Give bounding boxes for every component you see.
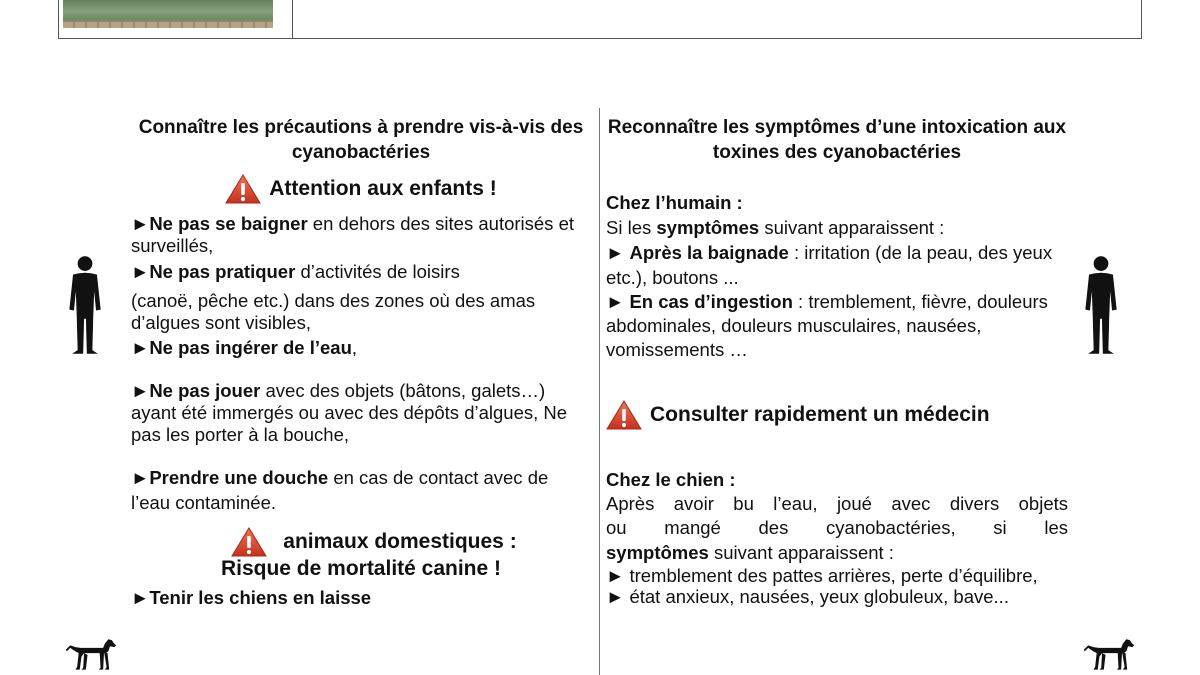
human-title: Chez l’humain : <box>606 192 743 213</box>
consult-text: Consulter rapidement un médecin <box>650 403 990 426</box>
list-item: ►Ne pas jouer avec des objets (bâtons, galets…) ayant été immergés ou avec des dépôts d’algues, Ne pas les porter à la bouche, <box>131 380 568 445</box>
symptoms-heading: Reconnaître les symptômes d’une intoxication aux toxines des cyanobactéries <box>607 117 1067 163</box>
list-item: (canoë, pêche etc.) dans des zones où des amas d’algues sont visibles, <box>131 290 536 333</box>
consult-warning <box>606 400 1068 430</box>
animals-warning <box>131 527 591 583</box>
dog-symptom: ► état anxieux, nausées, yeux globuleux, bave... <box>606 586 1009 607</box>
children-warning <box>131 174 591 204</box>
dog-intro-line3: symptômes suivant apparaissent : <box>606 542 894 563</box>
dog-intro-line2: ou mangé des cyanobactéries, si les <box>606 517 1068 538</box>
human-intro: Si les symptômes suivant apparaissent : <box>606 217 945 238</box>
canine-risk-text: Risque de mortalité canine ! <box>220 557 502 580</box>
after-bath-symptoms: ► Après la baignade : irritation (de la peau, des yeux etc.), boutons ... <box>606 242 1053 288</box>
person-silhouette-icon <box>62 252 108 358</box>
children-warning-text: Attention aux enfants ! <box>269 177 497 200</box>
warning-triangle-icon <box>225 174 261 204</box>
precautions-list <box>131 213 591 515</box>
list-item: ►Prendre une douche en cas de contact avec de l’eau contaminée. <box>131 467 549 513</box>
dog-intro-line1: Après avoir bu l’eau, joué avec divers objets <box>606 493 1068 514</box>
warning-triangle-icon <box>606 400 642 430</box>
dog-title: Chez le chien : <box>606 469 736 490</box>
ingestion-symptoms: ► En cas d’ingestion : tremblement, fièvre, douleurs abdominales, douleurs musculaires, nausées, vomissements … <box>606 291 1048 360</box>
dog-silhouette-icon <box>1083 637 1135 671</box>
precautions-heading: Connaître les précautions à prendre vis-à-vis des cyanobactéries <box>138 117 584 163</box>
person-silhouette-icon <box>1078 252 1124 358</box>
header-frame <box>58 0 1142 39</box>
dog-silhouette-icon <box>65 637 117 671</box>
list-item: ►Ne pas se baigner en dehors des sites autorisés et surveillés, <box>131 213 575 256</box>
dog-symptom: ► tremblement des pattes arrières, perte d’équilibre, <box>606 565 1038 586</box>
photo-cell <box>59 0 293 38</box>
header-photo <box>63 0 273 28</box>
animals-warning-text: animaux domestiques : <box>283 530 517 553</box>
symptoms-column <box>606 115 1068 607</box>
list-item: ►Ne pas ingérer de l’eau, <box>131 337 358 358</box>
warning-triangle-icon <box>231 527 267 557</box>
list-item: ►Tenir les chiens en laisse <box>131 587 372 608</box>
precautions-column <box>131 115 591 610</box>
list-item: ►Ne pas pratiquer d’activités de loisirs <box>131 261 460 282</box>
column-divider <box>599 108 600 675</box>
